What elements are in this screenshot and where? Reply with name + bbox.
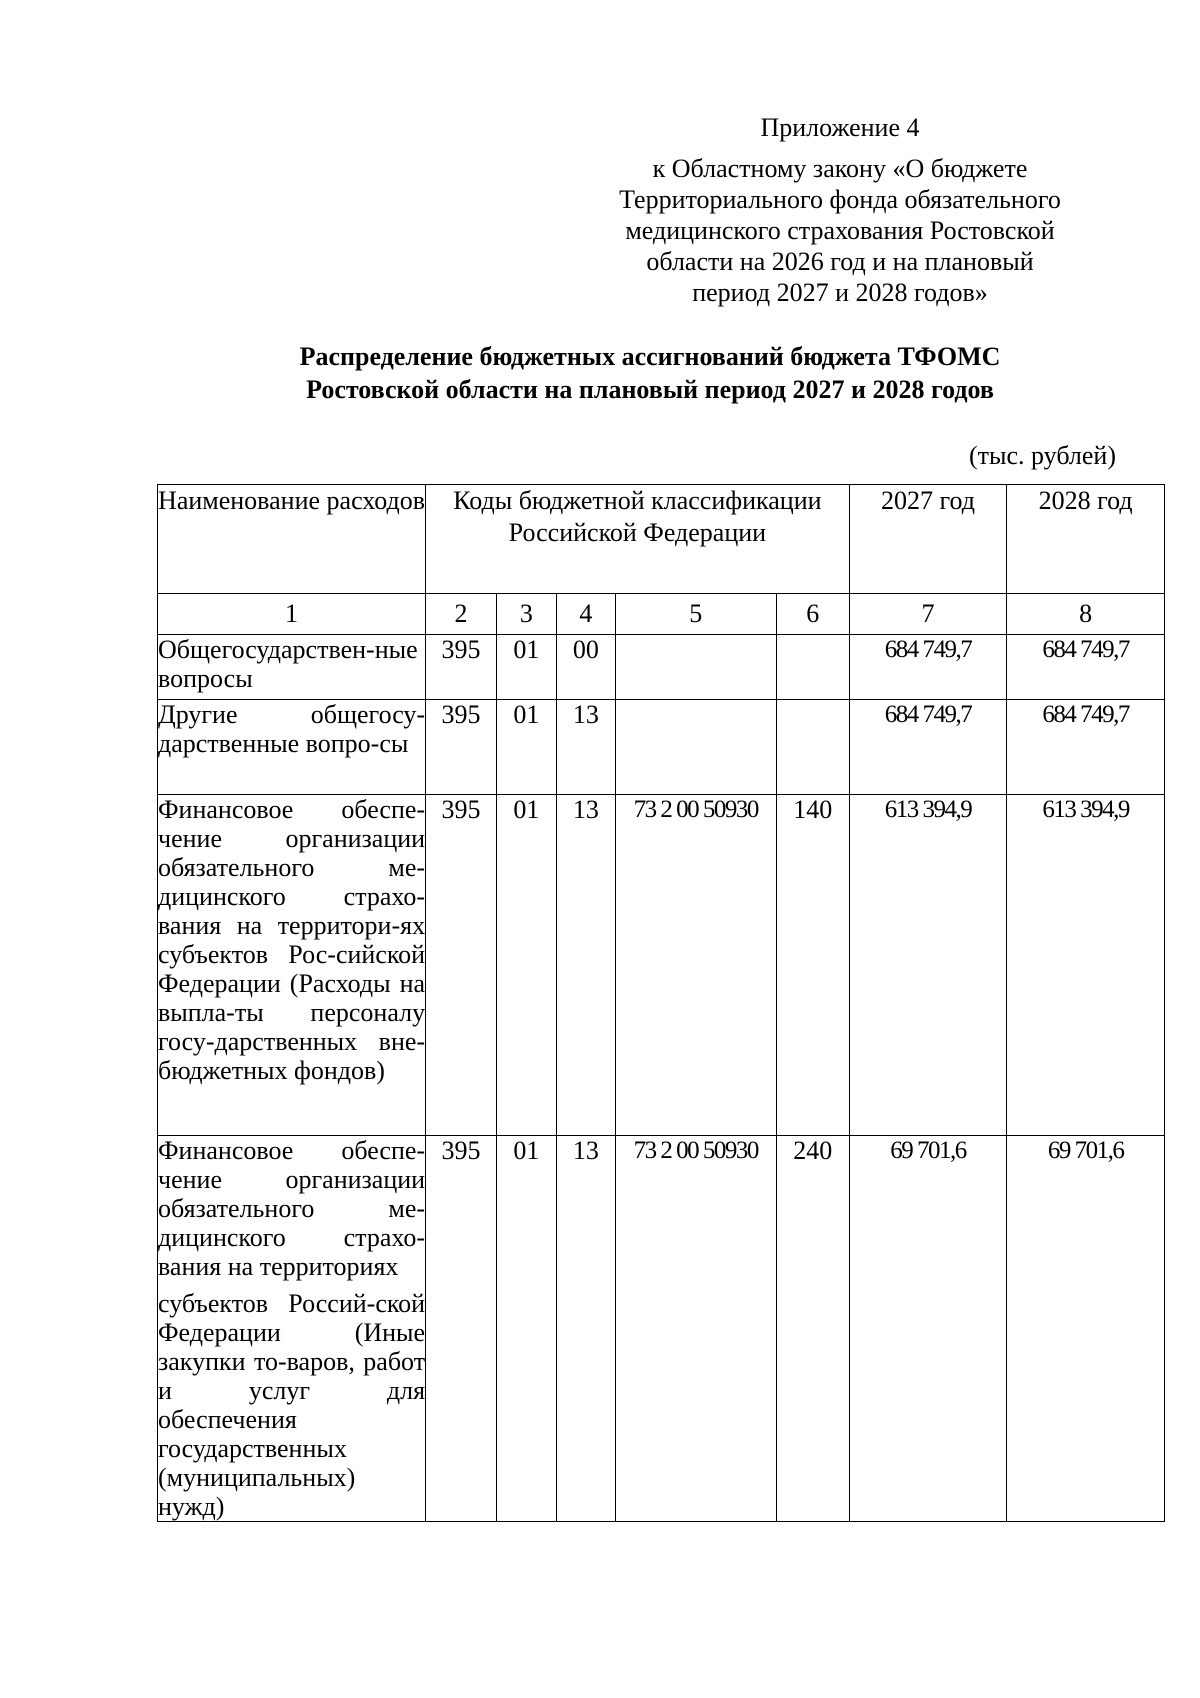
appendix-subtitle-line: к Областному закону «О бюджете <box>652 154 1028 183</box>
amount-2027: 69 701,6 <box>849 1136 1007 1522</box>
column-number-row <box>158 594 1165 635</box>
code-razdel: 01 <box>496 700 556 795</box>
appendix-title: Приложение 4 <box>760 113 920 142</box>
expense-name: Общегосударствен-ные вопросы <box>158 635 426 700</box>
code-razdel: 01 <box>496 1136 556 1522</box>
header-name: Наименование расходов <box>158 485 426 594</box>
expense-name <box>158 1136 426 1522</box>
column-number: 5 <box>615 594 776 635</box>
amount-2028: 69 701,6 <box>1007 1136 1165 1522</box>
code-target-article: 73 2 00 50930 <box>615 1136 776 1522</box>
amount-2028: 613 394,9 <box>1007 795 1165 1136</box>
table-row <box>158 795 1165 1136</box>
document-title <box>160 340 1140 406</box>
code-podrazdel: 13 <box>556 1136 615 1522</box>
code-target-article <box>615 700 776 795</box>
amount-2027: 684 749,7 <box>849 700 1007 795</box>
document-title-line: Ростовской области на плановый период 2027 и 2028 годов <box>306 375 994 404</box>
unit-label: (тыс. рублей) <box>968 441 1116 470</box>
appendix-subtitle-line: области на 2026 год и на плановый <box>646 247 1034 276</box>
column-number: 1 <box>158 594 426 635</box>
expense-name-part: Финансовое обеспе-чение организации обязательного ме-дицинского страхо-вания на территориях <box>158 1136 426 1281</box>
column-number: 3 <box>496 594 556 635</box>
document-title-line: Распределение бюджетных ассигнований бюджета ТФОМС <box>299 342 1001 371</box>
appendix-header <box>580 112 1100 308</box>
code-expense-type: 140 <box>776 795 849 1136</box>
expense-name: Другие общегосу-дарственные вопро-сы <box>158 700 426 795</box>
code-glava: 395 <box>426 700 497 795</box>
column-number: 4 <box>556 594 615 635</box>
column-number: 2 <box>426 594 497 635</box>
code-target-article: 73 2 00 50930 <box>615 795 776 1136</box>
header-year-2027: 2027 год <box>849 485 1007 594</box>
column-number: 8 <box>1007 594 1165 635</box>
code-podrazdel: 00 <box>556 635 615 700</box>
expense-name-part: субъектов Россий-ской Федерации (Иные закупки то-варов, работ и услуг для обеспечения государственных (муниципальных) нужд) <box>158 1289 426 1521</box>
code-podrazdel: 13 <box>556 700 615 795</box>
code-glava: 395 <box>426 1136 497 1522</box>
code-glava: 395 <box>426 795 497 1136</box>
amount-2027: 684 749,7 <box>849 635 1007 700</box>
header-row <box>158 485 1165 594</box>
column-number: 7 <box>849 594 1007 635</box>
header-codes: Коды бюджетной классификации Российской Федерации <box>426 485 850 594</box>
table-row <box>158 635 1165 700</box>
code-target-article <box>615 635 776 700</box>
code-glava: 395 <box>426 635 497 700</box>
code-expense-type <box>776 700 849 795</box>
code-razdel: 01 <box>496 795 556 1136</box>
column-number: 6 <box>776 594 849 635</box>
amount-2027: 613 394,9 <box>849 795 1007 1136</box>
code-podrazdel: 13 <box>556 795 615 1136</box>
code-expense-type: 240 <box>776 1136 849 1522</box>
code-expense-type <box>776 635 849 700</box>
code-razdel: 01 <box>496 635 556 700</box>
appendix-subtitle-line: период 2027 и 2028 годов» <box>692 278 988 307</box>
table-row <box>158 700 1165 795</box>
table-row <box>158 1136 1165 1522</box>
header-year-2028: 2028 год <box>1007 485 1165 594</box>
appendix-subtitle-line: Территориального фонда обязательного <box>619 185 1061 214</box>
amount-2028: 684 749,7 <box>1007 700 1165 795</box>
budget-table <box>157 484 1165 1522</box>
appendix-subtitle-line: медицинского страхования Ростовской <box>625 216 1055 245</box>
amount-2028: 684 749,7 <box>1007 635 1165 700</box>
expense-name: Финансовое обеспе-чение организации обязательного ме-дицинского страхо-вания на территори-ях субъектов Рос-сийской Федерации (Расходы на выпла-ты персоналу госу-дарственных вне-бюджетных фондов) <box>158 795 426 1136</box>
